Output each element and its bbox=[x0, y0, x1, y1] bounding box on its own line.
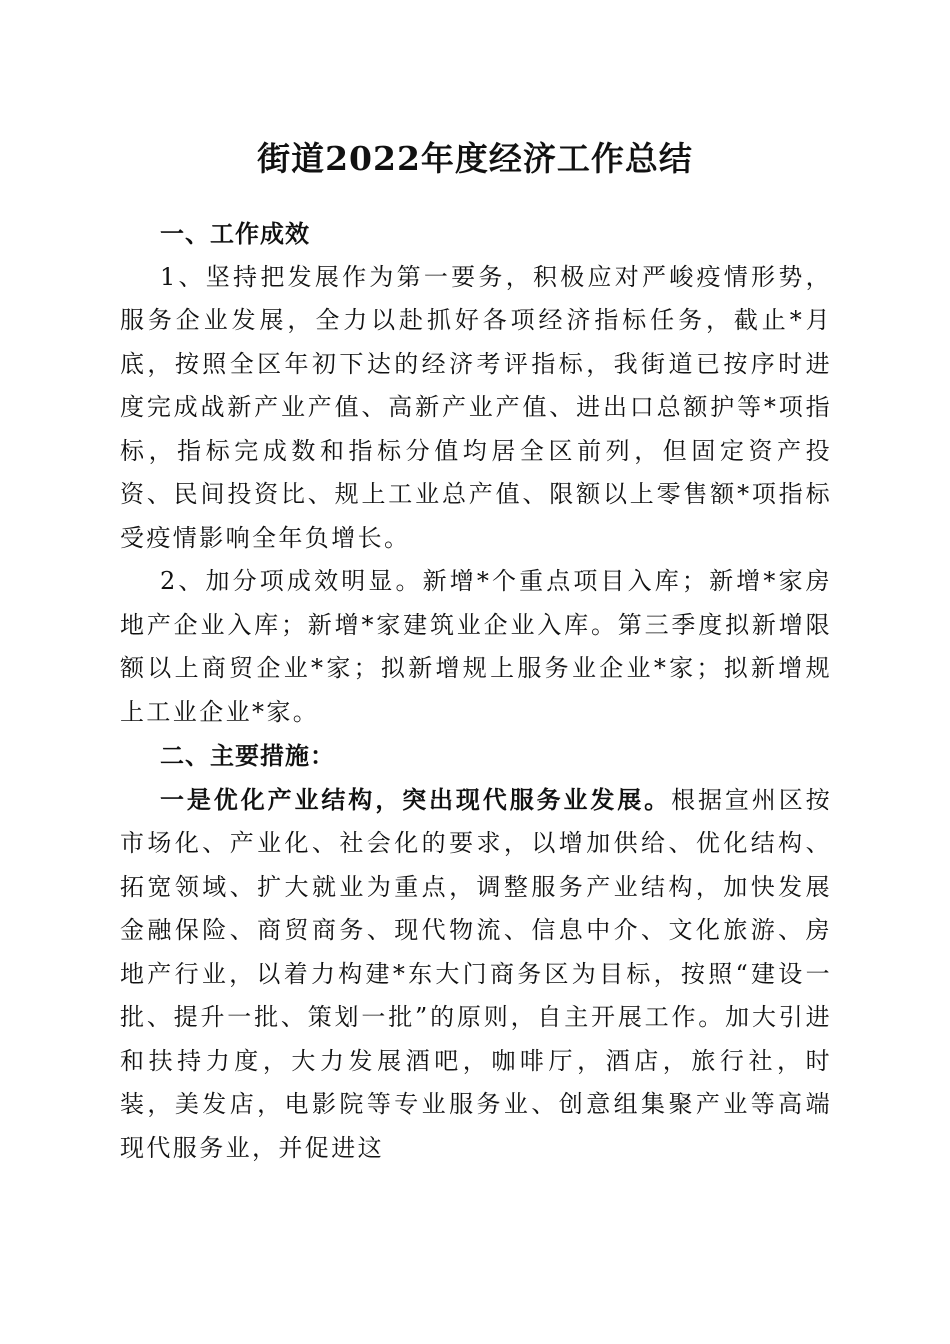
paragraph-lead-text: 一是优化产业结构，突出现代服务业发展。 bbox=[160, 784, 672, 814]
document-title: 街道2022年度经济工作总结 bbox=[257, 139, 693, 178]
paragraph-results-1: 1、坚持把发展作为第一要务，积极应对严峻疫情形势，服务企业发展，全力以赴抓好各项经济指标任务，截止*月底，按照全区年初下达的经济考评指标，我街道已按序时进度完成战新产业产值、高新产业产值、进出口总额护等*项指标，指标完成数和指标分值均居全区前列，但固定资产投资、民间投资比、规上工业总产值、限额以上零售额*项指标受疫情影响全年负增长。 bbox=[120, 262, 832, 552]
paragraph-measures-1 bbox=[120, 778, 832, 1171]
section-heading-results: 一、工作成效 bbox=[160, 219, 310, 248]
paragraph-results-2: 2、加分项成效明显。新增*个重点项目入库；新增*家房地产企业入库；新增*家建筑业企业入库。第三季度拟新增限额以上商贸企业*家；拟新增规上服务业企业*家；拟新增规上工业企业*家。 bbox=[120, 567, 832, 726]
paragraph-body-text: 根据宣州区按市场化、产业化、社会化的要求，以增加供给、优化结构、拓宽领域、扩大就业为重点，调整服务产业结构，加快发展金融保险、商贸商务、现代物流、信息中介、文化旅游、房地产行业，以着力构建*东大门商务区为目标，按照“建设一批、提升一批、策划一批”的原则，自主开展工作。加大引进和扶持力度，大力发展酒吧，咖啡厅，酒店，旅行社，时装，美发店，电影院等专业服务业、创意组集聚产业等高端现代服务业，并促进这 bbox=[120, 785, 832, 1162]
section-heading-measures: 二、主要措施： bbox=[160, 741, 335, 770]
document-body bbox=[120, 212, 832, 1170]
